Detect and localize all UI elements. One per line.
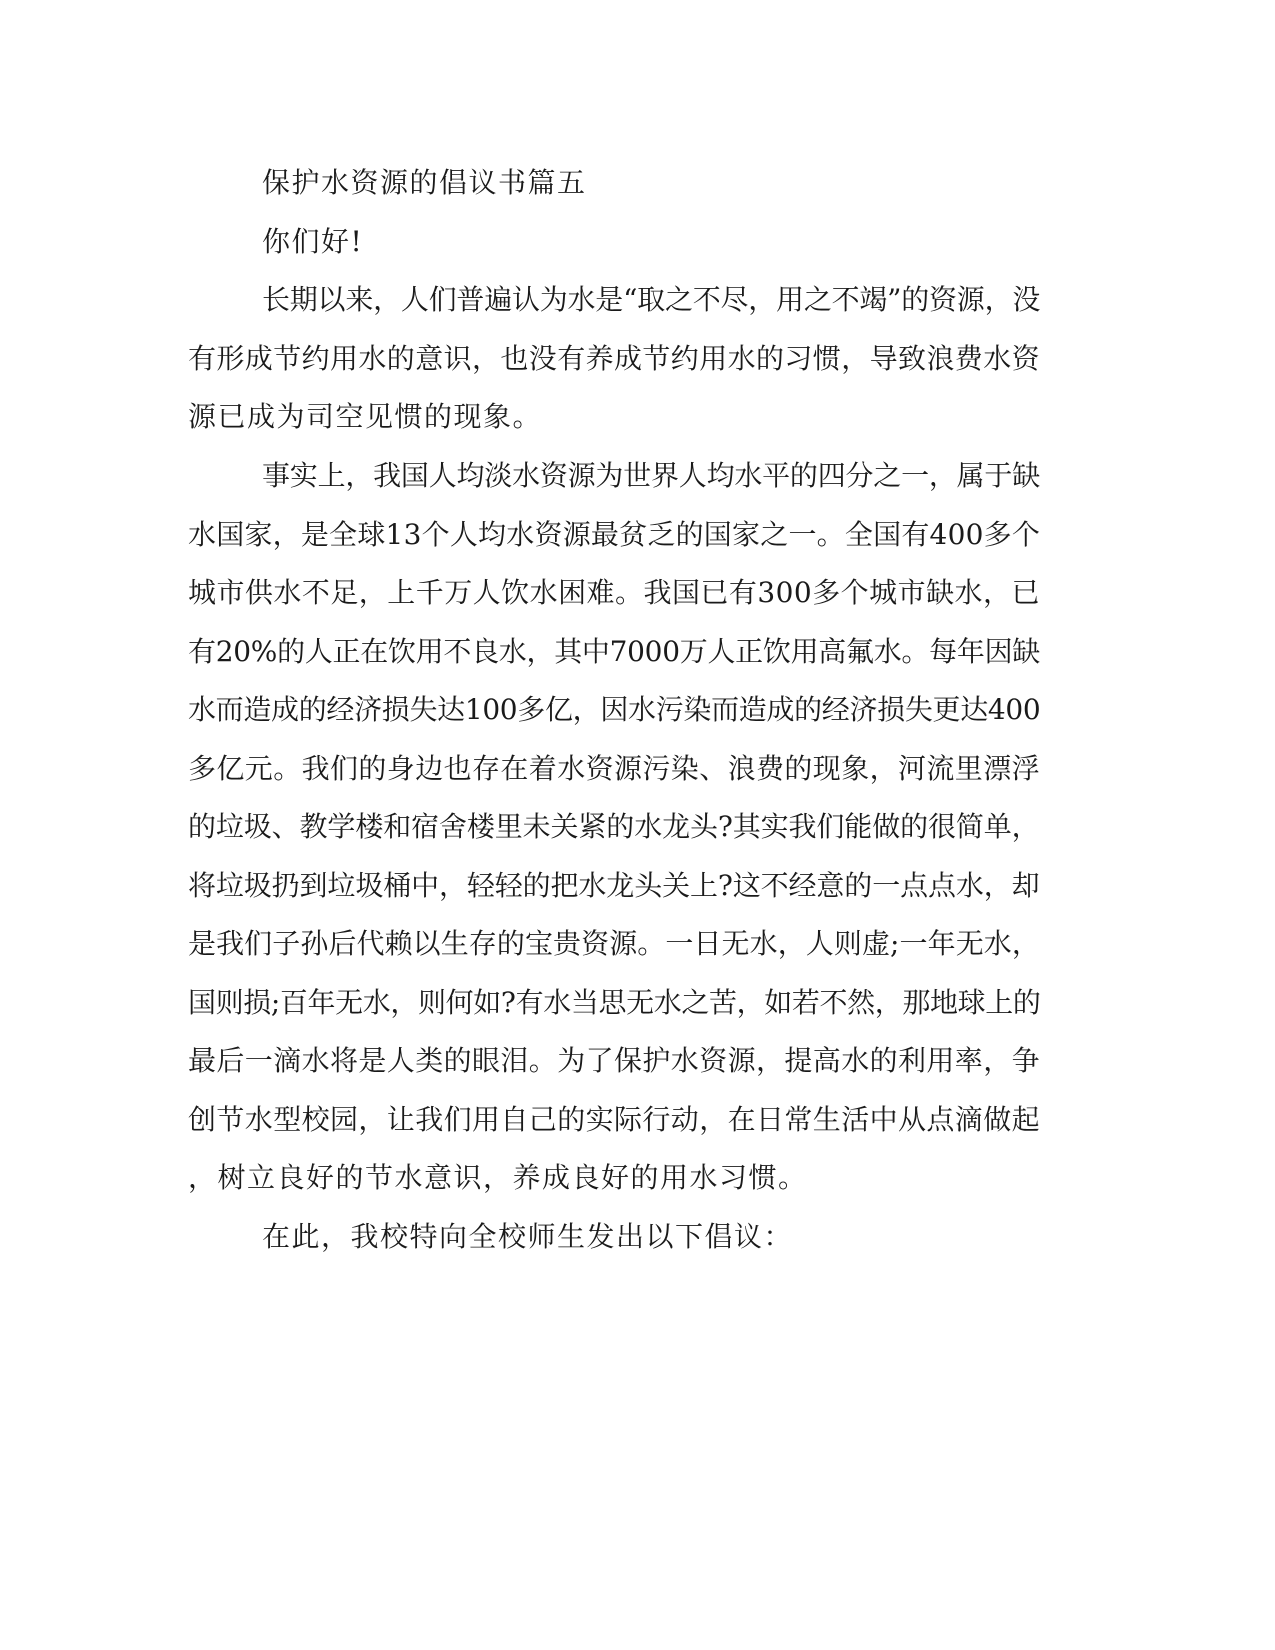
paragraph-1-line: 有形成节约用水的意识，也没有养成节约用水的习惯，导致浪费水资: [188, 342, 1041, 375]
paragraph-2-line: 最后一滴水将是人类的眼泪。为了保护水资源，提高水的利用率，争: [188, 1044, 1041, 1077]
paragraph-2-line: 城市供水不足，上千万人饮水困难。我国已有300多个城市缺水，已: [188, 576, 1040, 609]
paragraph-1-line: 长期以来，人们普遍认为水是“取之不尽，用之不竭”的资源，没: [262, 283, 1041, 316]
paragraph-2-line: 水而造成的经济损失达100多亿，因水污染而造成的经济损失更达400: [188, 693, 1041, 726]
paragraph-2-line: 有20%的人正在饮用不良水，其中7000万人正饮用高氟水。每年因缺: [188, 635, 1040, 668]
document-title: 保护水资源的倡议书篇五: [262, 166, 587, 199]
paragraph-2-line: 是我们子孙后代赖以生存的宝贵资源。一日无水，人则虚;一年无水，: [188, 927, 1040, 960]
paragraph-3: 在此，我校特向全校师生发出以下倡议：: [262, 1220, 794, 1253]
paragraph-2-line: 创节水型校园，让我们用自己的实际行动，在日常生活中从点滴做起: [188, 1103, 1041, 1136]
paragraph-1-line: 源已成为司空见惯的现象。: [188, 400, 543, 433]
paragraph-2-line: 多亿元。我们的身边也存在着水资源污染、浪费的现象，河流里漂浮: [188, 752, 1041, 785]
paragraph-2-line: ，树立良好的节水意识，养成良好的用水习惯。: [188, 1161, 808, 1194]
paragraph-2-line: 水国家，是全球13个人均水资源最贫乏的国家之一。全国有400多个: [188, 518, 1041, 551]
greeting: 你们好!: [262, 225, 364, 258]
paragraph-2-line: 将垃圾扔到垃圾桶中，轻轻的把水龙头关上?这不经意的一点点水，却: [188, 869, 1040, 902]
paragraph-2-line: 事实上，我国人均淡水资源为世界人均水平的四分之一，属于缺: [262, 459, 1041, 492]
paragraph-2-line: 的垃圾、教学楼和宿舍楼里未关紧的水龙头?其实我们能做的很简单，: [188, 810, 1040, 843]
paragraph-2-line: 国则损;百年无水，则何如?有水当思无水之苦，如若不然，那地球上的: [188, 986, 1041, 1019]
